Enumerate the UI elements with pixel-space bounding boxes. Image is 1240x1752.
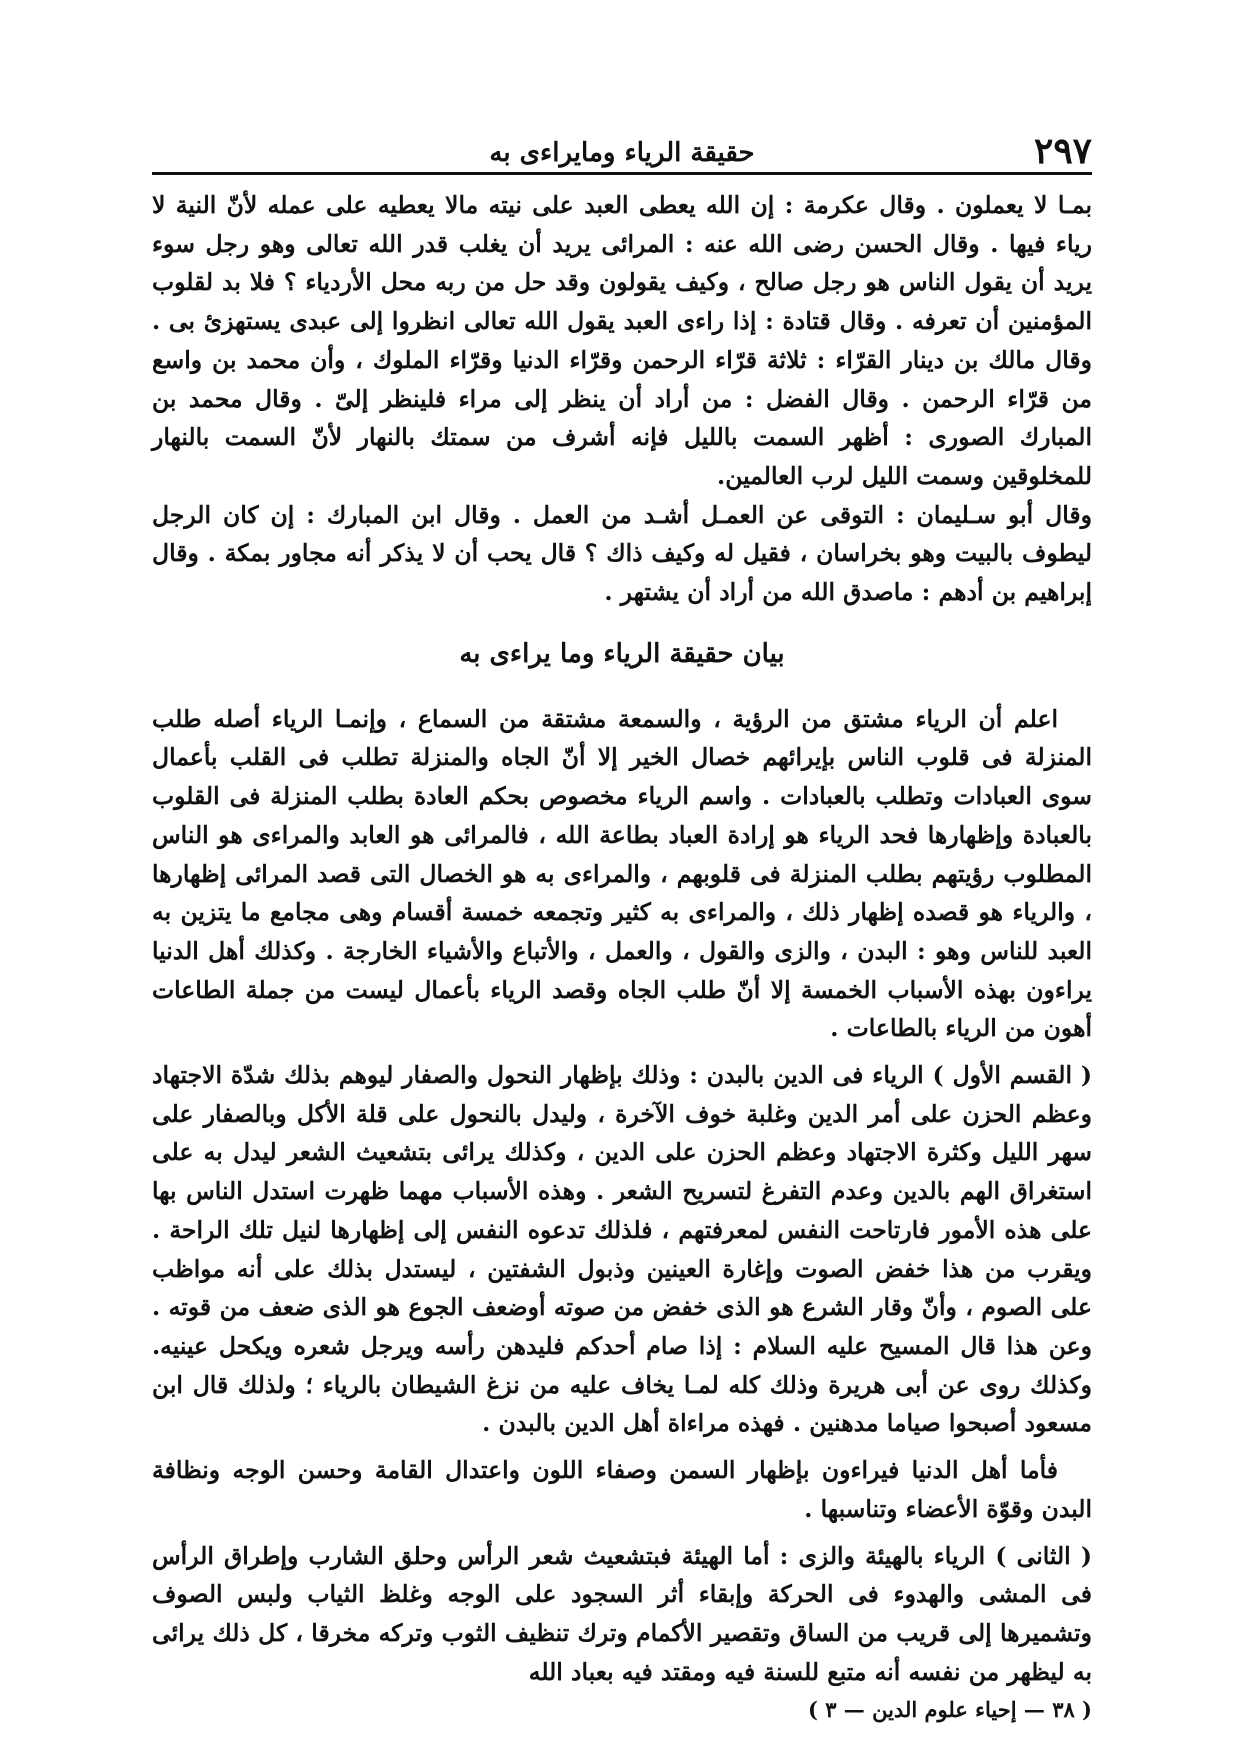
header-rule: [152, 172, 1092, 175]
paragraph-gap: [152, 1529, 1092, 1537]
section-title: بيان حقيقة الرياء وما يراءى به: [459, 638, 785, 669]
page-header: [152, 128, 1092, 174]
footer-signature: ( ٣٨ — إحياء علوم الدين — ٣ ): [807, 1697, 1092, 1723]
paragraph: ( القسم الأول ) الرياء فى الدين بالبدن : وذلك بإظهار النحول والصفار ليوهم بذلك شدّة الاجتهاد وعظم الحزن على أمر الدين وغلبة خوف الآخرة ، وليدل بالنحول على قلة الأكل وبالصفار على سهر الليل وكثرة الاجتهاد وعظم الحزن على الدين ، وكذلك يرائى بتشعيث الشعر ليدل به على استغراق الهم بالدين وعدم التفرغ لتسريح الشعر . وهذه الأسباب مهما ظهرت استدل الناس بها على هذه الأمور فارتاحت النفس لمعرفتهم ، فلذلك تدعوه النفس إلى إظهارها لنيل تلك الراحة . ويقرب من هذا خفض الصوت وإغارة العينين وذبول الشفتين ، ليستدل بذلك على أنه مواظب على الصوم ، وأنّ وقار الشرع هو الذى خفض من صوته أوضعف الجوع هو الذى ضعف من قوته . وعن هذا قال المسيح عليه السلام : إذا صام أحدكم فليدهن رأسه ويرجل شعره ويكحل عينيه. وكذلك روى عن أبى هريرة وذلك كله لمـا يخاف عليه من نزغ الشيطان بالرياء ؛ ولذلك قال ابن مسعود أصبحوا صياما مدهنين . فهذه مراءاة أهل الدين بالبدن .: [152, 1061, 1092, 1438]
paragraph-gap: [152, 1048, 1092, 1056]
paragraph: وقال أبو سـليمان : التوقى عن العمـل أشـد من العمل . وقال ابن المبارك : إن كان الرجل ليطوف بالبيت وهو بخراسان ، فقيل له وكيف ذاك ؟ قال يحب أن لا يذكر أنه مجاور بمكة . وقال إبراهيم بن أدهم : ماصدق الله من أراد أن يشتهر .: [152, 500, 1092, 607]
page-body: [152, 186, 1092, 1725]
paragraph: بمـا لا يعملون . وقال عكرمة : إن الله يعطى العبد على نيته مالا يعطيه على عمله لأنّ النية لا رياء فيها . وقال الحسن رضى الله عنه : المرائى يريد أن يغلب قدر الله تعالى وهو رجل سوء يريد أن يقول الناس هو رجل صالح ، وكيف يقولون وقد حل من ربه محل الأردياء ؟ فلا بد لقلوب المؤمنين أن تعرفه . وقال قتادة : إذا راءى العبد يقول الله تعالى انظروا إلى عبدى يستهزئ بى . وقال مالك بن دينار القرّاء : ثلاثة قرّاء الرحمن وقرّاء الدنيا وقرّاء الملوك ، وأن محمد بن واسع من قرّاء الرحمن . وقال الفضل : من أراد أن ينظر إلى مراء فلينظر إلىّ . وقال محمد بن المبارك الصورى : أظهر السمت بالليل فإنه أشرف من سمتك بالنهار لأنّ السمت بالنهار للمخلوقين وسمت الليل لرب العالمين.: [152, 191, 1092, 490]
page-number: ٢٩٧: [1033, 130, 1092, 172]
running-title: حقيقة الرياء ومايراءى به: [489, 138, 755, 168]
paragraph: فأما أهل الدنيا فيراءون بإظهار السمن وصفاء اللون واعتدال القامة وحسن الوجه ونظافة البدن وقوّة الأعضاء وتناسبها .: [152, 1456, 1092, 1523]
paragraph: اعلم أن الرياء مشتق من الرؤية ، والسمعة مشتقة من السماع ، وإنمـا الرياء أصله طلب المنزلة فى قلوب الناس بإيرائهم خصال الخير إلا أنّ الجاه والمنزلة تطلب فى القلب بأعمال سوى العبادات وتطلب بالعبادات . واسم الرياء مخصوص بحكم العادة بطلب المنزلة فى القلوب بالعبادة وإظهارها فحد الرياء هو إرادة العباد بطاعة الله ، فالمرائى هو العابد والمراءى هو الناس المطلوب رؤيتهم بطلب المنزلة فى قلوبهم ، والمراءى به هو الخصال التى قصد المرائى إظهارها ، والرياء هو قصده إظهار ذلك ، والمراءى به كثير وتجمعه خمسة أقسام وهى مجامع ما يتزين به العبد للناس وهو : البدن ، والزى والقول ، والعمل ، والأتباع والأشياء الخارجة . وكذلك أهل الدنيا يراءون بهذه الأسباب الخمسة إلا أنّ طلب الجاه وقصد الرياء بأعمال ليست من جملة الطاعات أهون من الرياء بالطاعات .: [152, 704, 1092, 1043]
paragraph-gap: [152, 1443, 1092, 1451]
paragraph: ( الثانى ) الرياء بالهيئة والزى : أما الهيئة فبتشعيث شعر الرأس وحلق الشارب وإطراق الرأس فى المشى والهدوء فى الحركة وإبقاء أثر السجود على الوجه وغلظ الثياب ولبس الصوف وتشميرها إلى قريب من الساق وتقصير الأكمام وترك تنظيف الثوب وتركه مخرقا ، كل ذلك يرائى به ليظهر من نفسه أنه متبع للسنة فيه ومقتد فيه بعباد الله: [152, 1541, 1092, 1686]
